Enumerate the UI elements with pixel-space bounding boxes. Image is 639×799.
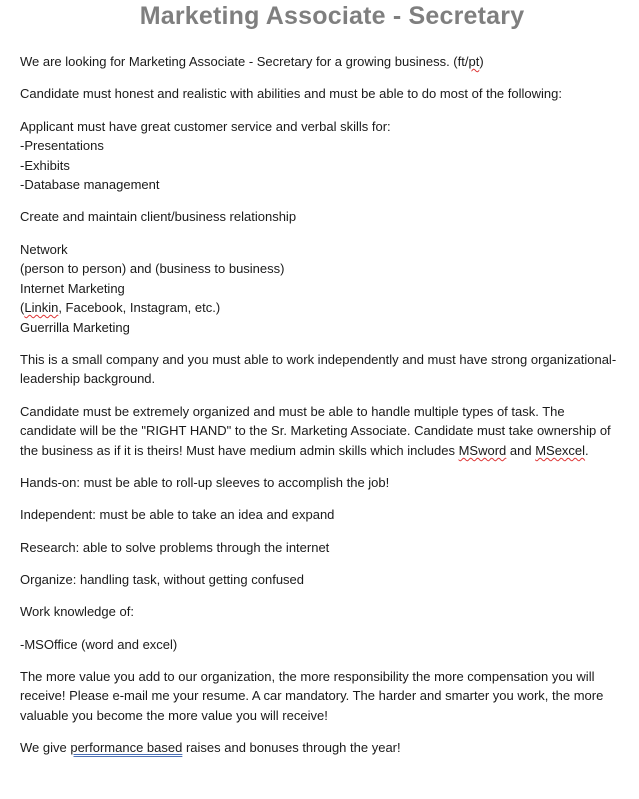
organized-and: and [506, 442, 536, 458]
company-line: This is a small company and you must able to work independently and must have strong organizational- [20, 351, 617, 367]
organized-paragraph [20, 402, 639, 461]
organized-line: candidate will be the "RIGHT HAND" to the Sr. Marketing Associate. Candidate must take ownership of [20, 423, 611, 439]
intro-close: ) [479, 54, 484, 69]
relationship-paragraph: Create and maintain client/business relationship [20, 209, 297, 225]
company-paragraph [20, 350, 639, 389]
value-line: The more value you add to our organization, the more responsibility the more compensation you will [20, 668, 595, 684]
skill-item: -Presentations [20, 138, 104, 154]
msoffice-item: -MSOffice (word and excel) [20, 636, 178, 652]
spelling-flag-msword: MSword [458, 442, 507, 458]
network-label: Network [20, 241, 68, 257]
independent-paragraph: Independent: must be able to take an idea and expand [20, 507, 335, 523]
closing-paragraph [20, 738, 639, 758]
skills-section [20, 117, 639, 195]
research-paragraph: Research: able to solve problems through the internet [20, 539, 330, 555]
internet-marketing: Internet Marketing [20, 280, 125, 296]
grammar-flag-performance-based: performance based [70, 740, 183, 756]
spelling-flag-pt: pt [468, 54, 480, 69]
skill-item: -Database management [20, 177, 160, 193]
closing-text: We give [20, 740, 71, 756]
skill-item: -Exhibits [20, 157, 70, 173]
hands-on-paragraph: Hands-on: must be able to roll-up sleeves to accomplish the job! [20, 475, 390, 491]
organized-end: . [585, 442, 589, 458]
platforms-line [20, 298, 639, 318]
organized-line-text: the business as if it is theirs! Must have medium admin skills which includes [20, 442, 459, 458]
network-detail: (person to person) and (business to business) [20, 261, 285, 277]
platforms-rest: , Facebook, Instagram, etc.) [58, 300, 221, 316]
company-line: leadership background. [20, 371, 156, 387]
value-line: valuable you become the more value you will receive! [20, 707, 328, 723]
skills-heading: Applicant must have great customer service and verbal skills for: [20, 118, 391, 134]
spelling-flag-linkin: Linkin [24, 300, 59, 316]
requirement-paragraph: Candidate must honest and realistic with abilities and must be able to do most of the following: [20, 86, 562, 102]
value-line: receive! Please e-mail me your resume. A car mandatory. The harder and smarter you work, the more [20, 688, 604, 704]
document-title: Marketing Associate - Secretary [139, 2, 525, 30]
intro-text: We are looking for Marketing Associate - Secretary for a growing business. (ft/ [20, 54, 469, 69]
closing-rest: raises and bonuses through the year! [182, 740, 401, 756]
guerrilla-marketing: Guerrilla Marketing [20, 319, 130, 335]
organized-line [20, 441, 639, 461]
spelling-flag-msexcel: MSexcel [535, 442, 586, 458]
organize-paragraph: Organize: handling task, without getting confused [20, 571, 305, 587]
document-body [20, 52, 639, 770]
intro-paragraph [20, 52, 639, 72]
platforms-open: ( [20, 300, 25, 316]
organized-line: Candidate must be extremely organized and must be able to handle multiple types of task. The [20, 403, 565, 419]
value-paragraph [20, 667, 639, 726]
network-section [20, 240, 639, 338]
work-knowledge-heading: Work knowledge of: [20, 604, 134, 620]
